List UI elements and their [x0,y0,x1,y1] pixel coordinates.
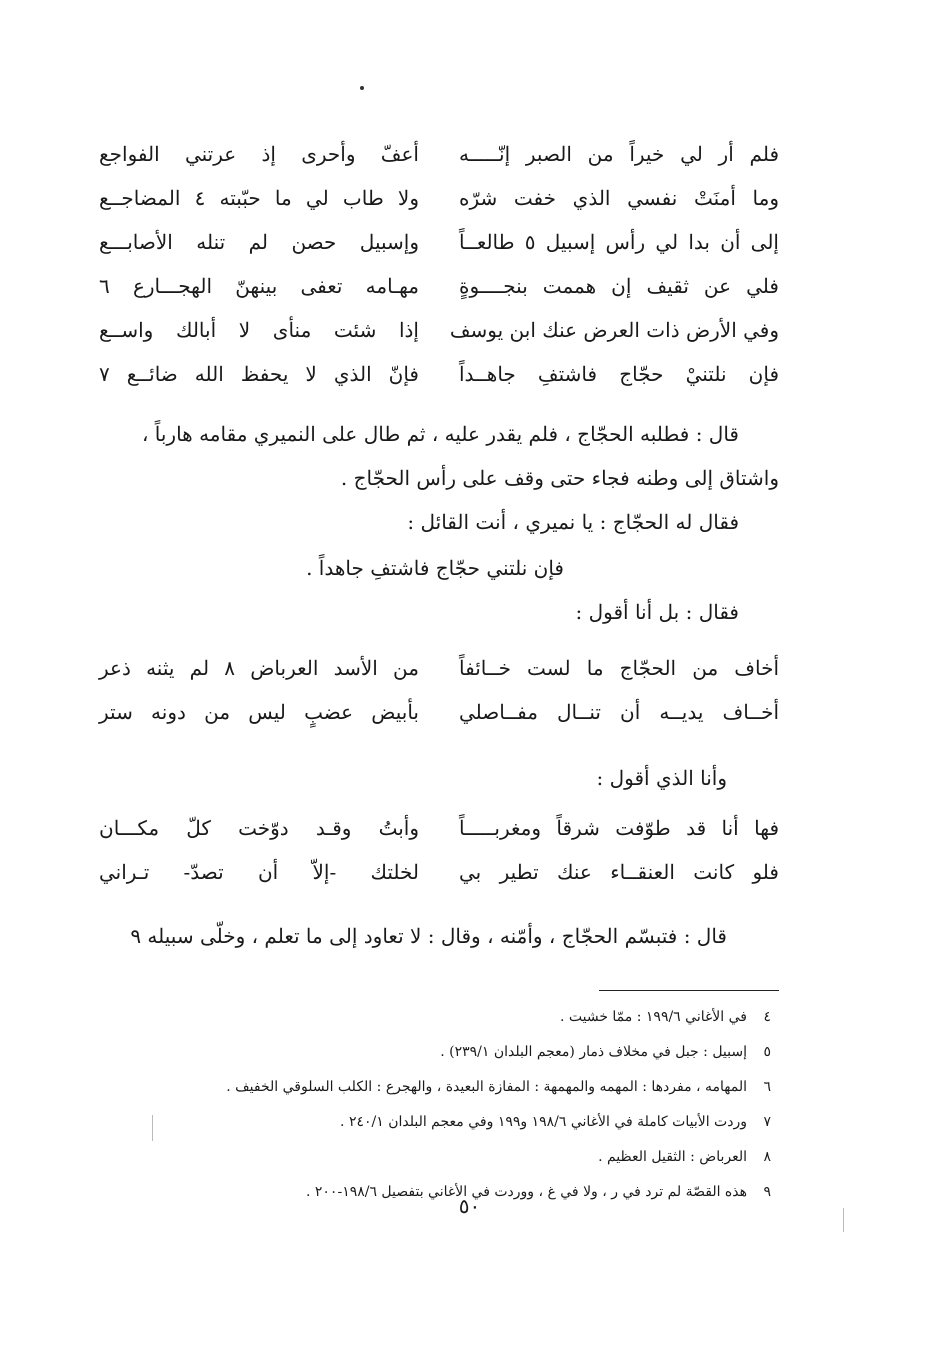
ink-speck [360,86,364,90]
verse-line [99,690,779,734]
footnote-text: إسبيل : جبل في مخلاف ذمار (معجم البلدان ٢٣٩/١) . [440,1044,747,1060]
verse-second-hemistich: بأبيض عضبٍ ليس من دونه ستر [99,700,419,724]
footnote-text: المهامه ، مفردها : المهمه والمهمهة : المفازة البعيدة ، والهجرع : الكلب السلوقي الخفيف . [226,1079,747,1095]
verse-second-hemistich: مهـامه تعفى بينهنّ الهجـــارع ٦ [99,274,419,298]
footnote-text: في الأغاني ١٩٩/٦ : ممّا خشيت . [559,1009,747,1025]
footnote-number: ٨ [763,1149,771,1165]
verse-line [99,220,779,264]
verse-line [99,308,779,352]
footnote-text: وردت الأبيات كاملة في الأغاني ١٩٨/٦ و١٩٩ وفي معجم البلدان ٢٤٠/١ . [340,1114,747,1130]
verse-first-hemistich: فإن نلتنيْ حجّاج فاشتفِ جاهــداً [459,362,779,386]
footnote-separator [599,990,779,991]
poem-block-1 [99,132,779,396]
footnote-text: هذه القصّة لم ترد في ر ، ولا في غ ، ووردت في الأغاني بتفصيل ١٩٨/٦-٢٠٠ . [305,1184,747,1200]
verse-line [99,132,779,176]
verse-first-hemistich: وفي الأرض ذات العرض عنك ابن يوسف [449,318,779,342]
prose-line: واشتاق إلى وطنه فجاء حتى وقف على رأس الحجّاج . [340,466,779,490]
footnote-number: ٧ [763,1114,771,1130]
footnote-number: ٦ [763,1079,771,1095]
prose-line: قال : فطلبه الحجّاج ، فلم يقدر عليه ، ثم طال على النميري مقامه هارباً ، [141,422,739,446]
footnote-number: ٩ [763,1184,771,1200]
poem-block-2 [99,646,779,734]
verse-first-hemistich: فلو كانت العنقــاء عنك تطير بي [459,860,779,884]
footnote [151,1140,771,1175]
verse-first-hemistich: فها أنا قد طوّفت شرقاً ومغربـــــاً [459,816,779,840]
verse-line [99,850,779,894]
verse-first-hemistich: وما أمنَتْ نفسي الذي خفت شرّه [459,186,779,210]
footnotes [151,1000,771,1210]
verse-first-hemistich: فلي عن ثقيف إن هممت بنجــــوةٍ [459,274,779,298]
footnote [151,1000,771,1035]
footnote-text: العرباض : الثقيل العظيم . [598,1149,747,1165]
dialogue-line: فقال : بل أنا أقول : [575,600,739,624]
verse-first-hemistich: أخاف من الحجّاج ما لست خــائفاً [459,656,779,680]
verse-line [99,352,779,396]
verse-second-hemistich: من الأسد العرباض ٨ لم يثنه ذعر [99,656,419,680]
verse-second-hemistich: ولا طاب لي ما حبّبته ٤ المضاجــع [99,186,419,210]
verse-second-hemistich: أعفّ وأحرى إذ عرتني الفواجع [99,142,419,166]
verse-first-hemistich: فلم أر لي خيراً من الصبر إنّـــــه [459,142,779,166]
quoted-hemistich: فإن نلتني حجّاج فاشتفِ جاهداً . [306,556,564,580]
poem-block-3 [99,806,779,894]
verse-second-hemistich: إذا شئت منأى لا أبالك واســع [99,318,419,342]
dialogue-line: فقال له الحجّاج : يا نميري ، أنت القائل : [407,510,739,534]
verse-second-hemistich: وإسبيل حصن لم تنله الأصابـــع [99,230,419,254]
footnote [151,1070,771,1105]
verse-first-hemistich: أخــاف يديــه أن تنــال مفــاصلي [459,700,779,724]
footnote-number: ٥ [763,1044,771,1060]
verse-first-hemistich: إلى أن بدا لي رأس إسبيل ٥ طالعــاً [459,230,779,254]
dialogue-line: وأنا الذي أقول : [596,766,727,790]
footnote [151,1035,771,1070]
footnote [151,1105,771,1140]
verse-line [99,176,779,220]
verse-line [99,264,779,308]
verse-second-hemistich: وأبتُ وقـد دوّخت كلّ مكـــان [99,816,419,840]
verse-line [99,806,779,850]
verse-line [99,646,779,690]
verse-second-hemistich: لخلتك -إلاّ أن تصدّ- تـراني [99,860,419,884]
footnote-number: ٤ [763,1009,771,1025]
page-number: ٥٠ [458,1194,481,1218]
verse-second-hemistich: فإنّ الذي لا يحفظ الله ضائــع ٧ [99,362,419,386]
closing-line: قال : فتبسّم الحجّاج ، وأمّنه ، وقال : لا تعاود إلى ما تعلم ، وخلّى سبيله ٩ [130,924,727,948]
